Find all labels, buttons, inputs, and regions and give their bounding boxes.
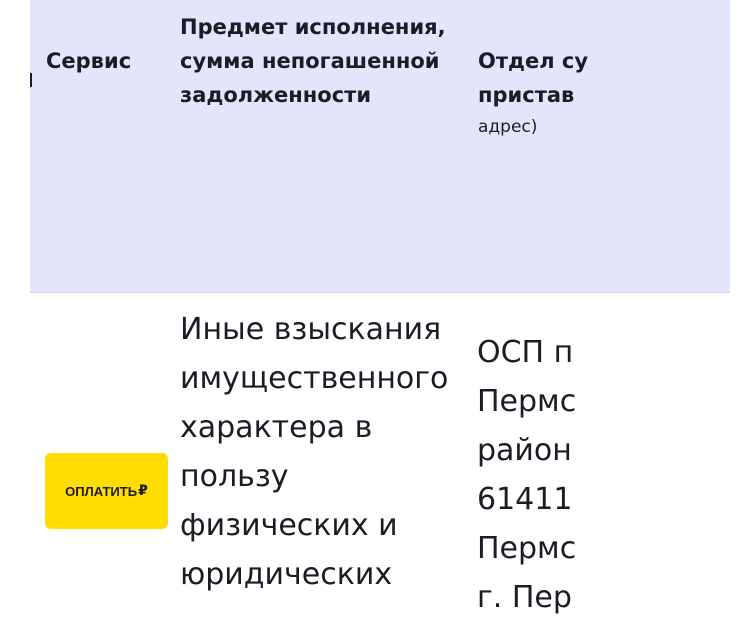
row-subject: Иные взыскания имущественного характера в пользу физических и юридических bbox=[180, 312, 449, 592]
ruble-icon: ₽ bbox=[138, 483, 148, 499]
row-marker bbox=[30, 73, 32, 87]
pay-button[interactable] bbox=[45, 453, 168, 529]
header-department bbox=[478, 10, 738, 302]
header-subject: Предмет исполнения, сумма непогашенной задолженности bbox=[180, 15, 446, 107]
pay-button-label: ОПЛАТИТЬ bbox=[65, 483, 138, 499]
header-department-label: Отдел су пристав bbox=[478, 49, 589, 107]
header-department-sublabel: адрес) bbox=[478, 117, 538, 137]
header-service: Сервис bbox=[46, 49, 132, 73]
row-department: ОСП п Пермс район 61411 Пермс г. Пер bbox=[477, 335, 577, 615]
table-header-row bbox=[30, 0, 730, 293]
